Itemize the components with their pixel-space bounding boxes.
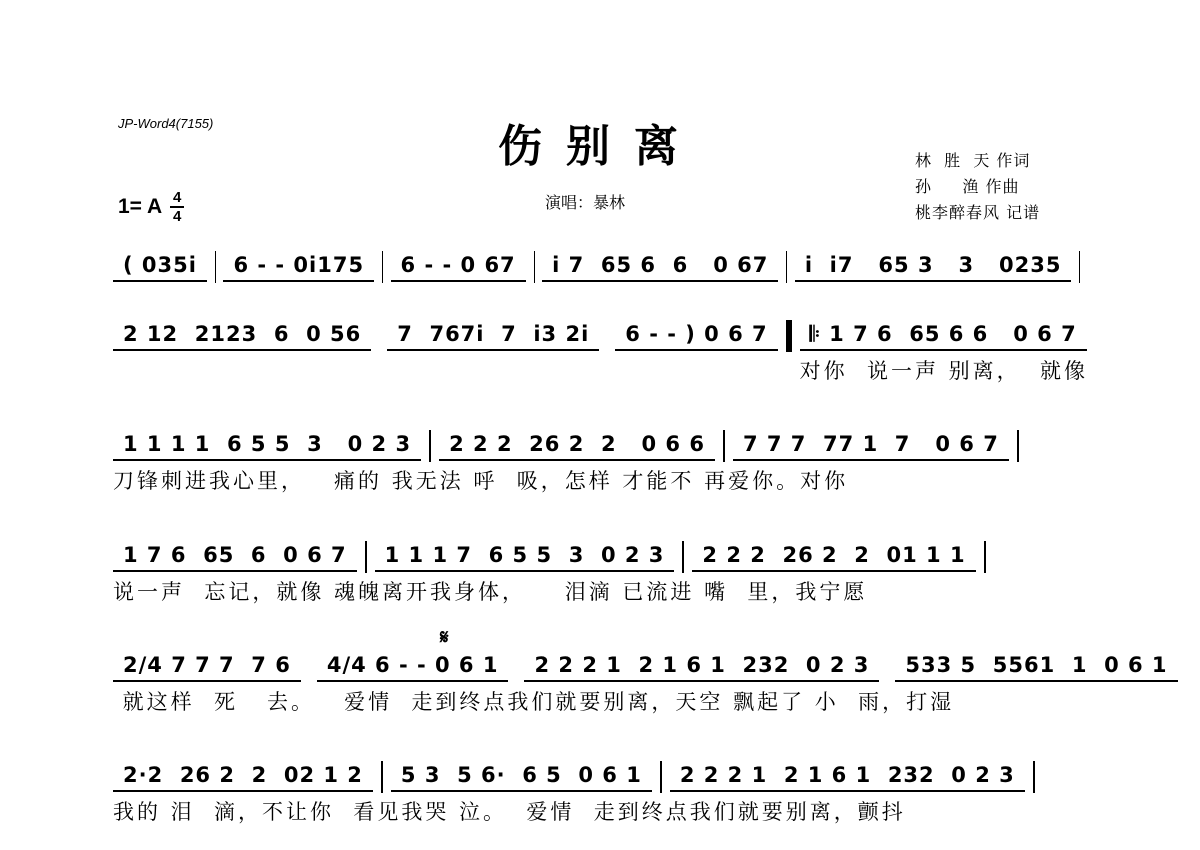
measure: 1 7 6 65 6 0 6 7: [113, 542, 357, 572]
measure: ( 035i: [113, 252, 207, 282]
time-signature: [170, 190, 184, 224]
score-row: [113, 757, 1088, 827]
measure: 2 12 2123 6 0 56: [113, 321, 371, 351]
notes-line: [113, 426, 1088, 466]
repeat-start-barline: [786, 320, 792, 352]
credits-block: [915, 148, 1040, 226]
lyricist-credit: 林 胜 天 作词: [915, 151, 1031, 170]
notes-line: [113, 537, 1088, 577]
barline: [682, 541, 684, 573]
lyrics-line: 说一声 忘记，就像 魂魄离开我身体， 泪滴 已流进 嘴 里，我宁愿: [113, 580, 868, 604]
barline: [429, 430, 431, 462]
score-row: [113, 647, 1168, 717]
measure: 4/4 6 - - 0 6 1: [317, 652, 509, 682]
measure: 2 2 2 26 2 2 0 6 6: [439, 431, 715, 461]
measure: 6 - - 0 67: [391, 252, 526, 282]
time-top: 4: [173, 189, 182, 206]
score-row: [113, 247, 1088, 287]
measure: 𝄆 1 7 6 65 6 6 0 6 7: [800, 321, 1087, 351]
composer-credit: 孙 渔 作曲: [915, 177, 1020, 196]
measure: 2/4 7 7 7 7 6: [113, 652, 301, 682]
measure: 2·2 26 2 2 02 1 2: [113, 762, 373, 792]
measure: 7 7 7 77 1 7 0 6 7: [733, 431, 1009, 461]
measure: 7 767i 7 i3 2i: [387, 321, 599, 351]
measure: 5 3 5 6· 6 5 0 6 1: [391, 762, 652, 792]
segno-sign: 𝄋: [440, 625, 449, 649]
measure: 533 5 5561 1 0 6 1: [895, 652, 1177, 682]
key-signature: [118, 190, 184, 224]
measure: 2 2 2 26 2 2 01 1 1: [692, 542, 975, 572]
measure: 6 - - ) 0 6 7: [615, 321, 777, 351]
measure: i i7 65 3 3 0235: [795, 252, 1072, 282]
barline: [365, 541, 367, 573]
measure: 2 2 2 1 2 1 6 1 232 0 2 3: [670, 762, 1025, 792]
notes-line: [113, 647, 1168, 687]
measure: 1 1 1 1 6 5 5 3 0 2 3: [113, 431, 421, 461]
time-bottom: 4: [173, 208, 182, 225]
software-label: JP-Word4(7155): [118, 116, 214, 131]
lyrics-line: 我的 泪 滴，不让你 看见我哭 泣。 爱情 走到终点我们就要别离，颤抖: [113, 800, 906, 824]
transcriber-credit: 桃李醉春风 记谱: [915, 203, 1041, 222]
barline: [660, 761, 662, 793]
key-label: 1= A: [118, 195, 163, 218]
barline: [984, 541, 986, 573]
lyrics-line: 刀锋刺进我心里， 痛的 我无法 呼 吸，怎样 才能不 再爱你。对你: [113, 469, 849, 493]
barline: [1017, 430, 1019, 462]
score-row: [113, 316, 1088, 386]
notes-line: [113, 757, 1088, 797]
lyrics-line: 就这样 死 去。 爱情 走到终点我们就要别离，天空 飘起了 小 雨，打湿: [113, 690, 955, 714]
measure: 6 - - 0i175: [223, 252, 374, 282]
score-row: [113, 426, 1088, 496]
barline: [723, 430, 725, 462]
song-title: 伤别离: [498, 121, 702, 172]
measure: i 7 65 6 6 0 67: [542, 252, 778, 282]
measure: 2 2 2 1 2 1 6 1 232 0 2 3: [524, 652, 879, 682]
lyrics-line: 对你 说一声 别离， 就像: [799, 359, 1088, 383]
barline: [381, 761, 383, 793]
barline: [1033, 761, 1035, 793]
notes-line: [113, 316, 1088, 356]
measure: 1 1 1 7 6 5 5 3 0 2 3: [375, 542, 675, 572]
score-row: [113, 537, 1088, 607]
singer-credit: 演唱：暴林: [545, 193, 626, 212]
notes-line: [113, 247, 1088, 287]
